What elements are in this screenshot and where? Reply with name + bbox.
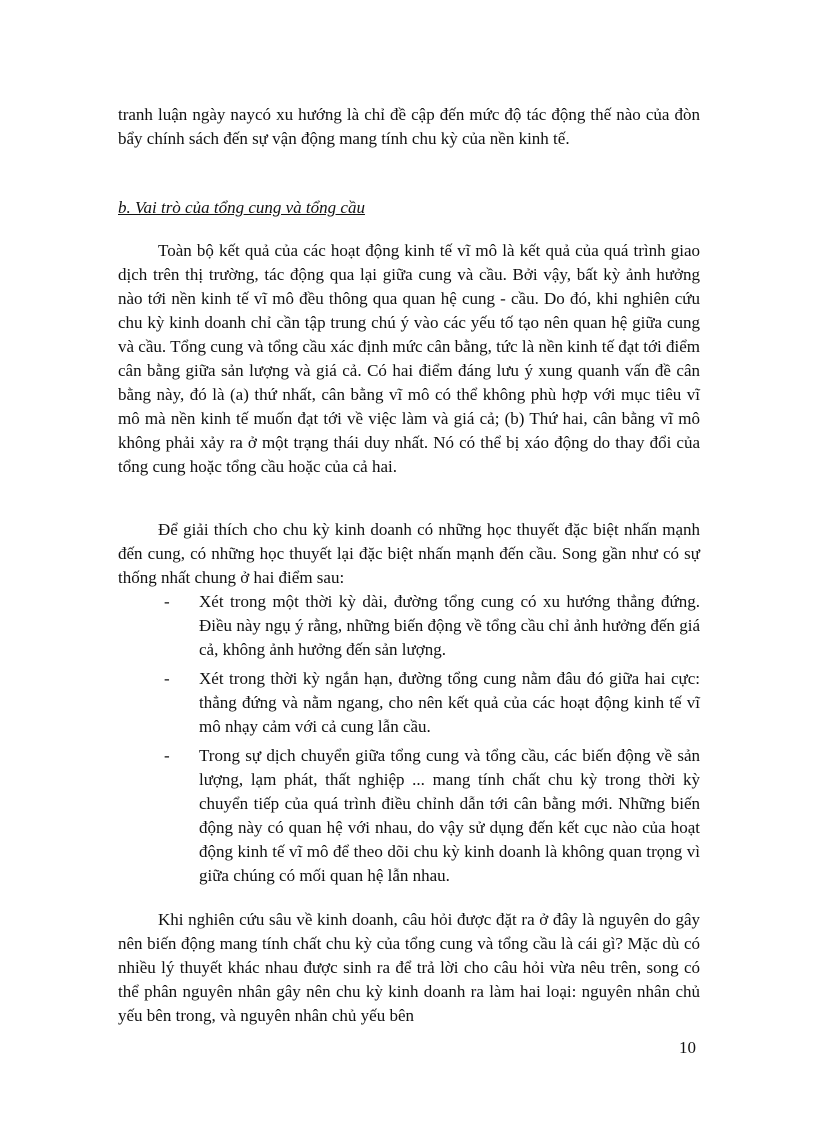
- bullet-text: Xét trong thời kỳ ngắn hạn, đường tổng cung nằm đâu đó giữa hai cực: thẳng đứng và nằm ngang, cho nên kết quả của các hoạt động kinh tế vĩ mô nhạy cảm với cả cung lẫn cầu.: [199, 669, 700, 736]
- bullet-dash: -: [164, 592, 170, 611]
- intro-paragraph: tranh luận ngày naycó xu hướng là chỉ đề cập đến mức độ tác động thế nào của đòn bẩy chính sách đến sự vận động mang tính chu kỳ của nền kinh tế.: [118, 105, 700, 148]
- bullet-item: [164, 590, 700, 662]
- page-number: 10: [679, 1038, 696, 1057]
- bullet-item: [164, 667, 700, 739]
- body-paragraph-3: Khi nghiên cứu sâu về kinh doanh, câu hỏi được đặt ra ở đây là nguyên do gây nên biến động mang tính chất chu kỳ của tổng cung và tổng cầu là cái gì? Mặc dù có nhiều lý thuyết khác nhau được sinh ra để trả lời cho câu hỏi vừa nêu trên, song có thể phân nguyên nhân gây nên chu kỳ kinh doanh ra làm hai loại: nguyên nhân chủ yếu bên trong, và nguyên nhân chủ yếu bên: [118, 910, 700, 1025]
- body-paragraph-1: Toàn bộ kết quả của các hoạt động kinh tế vĩ mô là kết quả của quá trình giao dịch trên thị trường, tác động qua lại giữa cung và cầu. Bởi vậy, bất kỳ ảnh hưởng nào tới nền kinh tế vĩ mô đều thông qua quan hệ cung - cầu. Do đó, khi nghiên cứu chu kỳ kinh doanh chỉ cần tập trung chú ý vào các yếu tố tạo nên quan hệ giữa cung và cầu. Tổng cung và tổng cầu xác định mức cân bằng, tức là nền kinh tế đạt tới điểm cân bằng giữa sản lượng và giá cả. Có hai điểm đáng lưu ý xung quanh vấn đề cân bằng này, đó là (a) thứ nhất, cân bằng vĩ mô có thể không phù hợp với mục tiêu vĩ mô mà nền kinh tế muốn đạt tới về việc làm và giá cả; (b) Thứ hai, cân bằng vĩ mô không phải xảy ra ở một trạng thái duy nhất. Nó có thể bị xáo động do thay đổi của tổng cung hoặc tổng cầu hoặc của cả hai.: [118, 241, 700, 476]
- bullet-dash: -: [164, 746, 170, 765]
- bullet-list: [164, 590, 700, 893]
- bullet-text: Xét trong một thời kỳ dài, đường tổng cung có xu hướng thẳng đứng. Điều này ngụ ý rằng, những biến động về tổng cầu chỉ ảnh hưởng đến giá cả, không ảnh hưởng đến sản lượng.: [199, 592, 700, 659]
- section-heading: b. Vai trò của tổng cung và tổng cầu: [118, 198, 365, 217]
- body-paragraph-2: Để giải thích cho chu kỳ kinh doanh có những học thuyết đặc biệt nhấn mạnh đến cung, có những học thuyết lại đặc biệt nhấn mạnh đến cầu. Song gần như có sự thống nhất chung ở hai điểm sau:: [118, 520, 700, 587]
- bullet-dash: -: [164, 669, 170, 688]
- bullet-item: [164, 744, 700, 888]
- bullet-text: Trong sự dịch chuyển giữa tổng cung và tổng cầu, các biến động về sản lượng, lạm phát, thất nghiệp ... mang tính chất chu kỳ trong thời kỳ chuyển tiếp của quá trình điều chỉnh dẫn tới cân bằng mới. Những biến động này có quan hệ với nhau, do vậy sử dụng đến kết cục nào của hoạt động kinh tế vĩ mô để theo dõi chu kỳ kinh doanh là không quan trọng vì giữa chúng có mối quan hệ lẫn nhau.: [199, 746, 700, 885]
